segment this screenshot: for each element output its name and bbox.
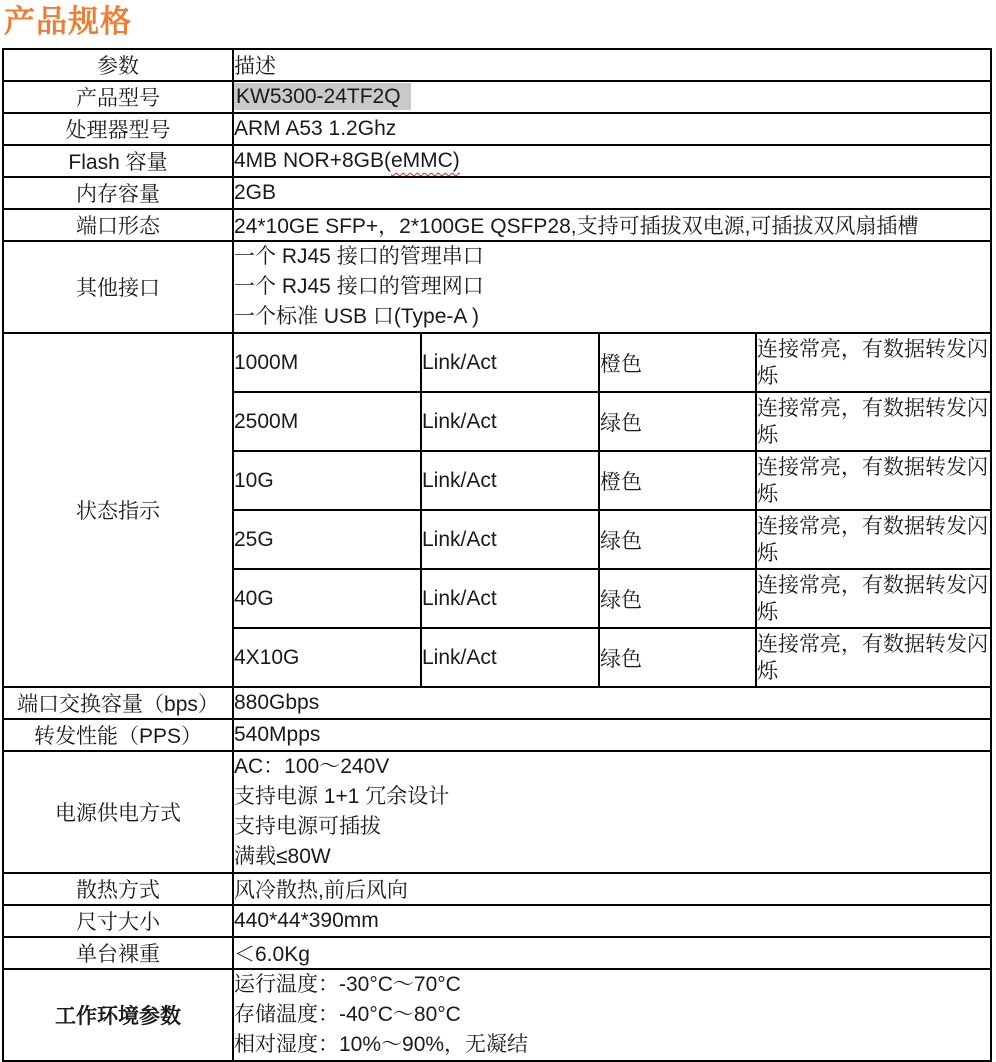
row-other-interfaces: [3, 241, 991, 333]
status-speed: 25G: [233, 510, 421, 569]
dimensions-label: 尺寸大小: [3, 905, 233, 937]
status-led-color: 绿色: [599, 510, 756, 569]
forwarding-value: 540Mpps: [233, 719, 991, 751]
cooling-label: 散热方式: [3, 873, 233, 905]
status-behavior: 连接常亮，有数据转发闪烁: [756, 392, 991, 451]
row-cpu-model: [3, 113, 991, 145]
status-speed: 10G: [233, 451, 421, 510]
port-form-label: 端口形态: [3, 209, 233, 241]
flash-label: Flash 容量: [3, 145, 233, 177]
power-line-1: AC：100～240V: [234, 755, 390, 778]
power-line-4: 满载≤80W: [234, 845, 331, 868]
port-form-value: 24*10GE SFP+，2*100GE QSFP28,支持可插拔双电源,可插拔双风扇插槽: [233, 209, 991, 241]
environment-line-3: 相对湿度：10%～90%，无凝结: [234, 1033, 529, 1056]
row-switch-capacity: [3, 687, 991, 719]
highlighted-model-text: KW5300-24TF2Q: [234, 83, 411, 110]
row-dimensions: [3, 905, 991, 937]
status-behavior: 连接常亮，有数据转发闪烁: [756, 510, 991, 569]
status-led-color: 绿色: [599, 569, 756, 628]
status-signal: Link/Act: [421, 569, 599, 628]
row-product-model: [3, 81, 991, 113]
cpu-value: ARM A53 1.2Ghz: [233, 113, 991, 145]
status-signal: Link/Act: [421, 333, 599, 392]
other-interfaces-line-2: 一个 RJ45 接口的管理网口: [234, 275, 484, 298]
weight-label: 单台裸重: [3, 937, 233, 969]
row-cooling: [3, 873, 991, 905]
other-interfaces-line-3: 一个标准 USB 口(Type-A ): [234, 305, 480, 328]
status-behavior: 连接常亮，有数据转发闪烁: [756, 451, 991, 510]
power-supply-value: [233, 751, 991, 873]
status-indicator-label: 状态指示: [3, 333, 233, 687]
flash-value: [233, 145, 991, 177]
header-param: 参数: [3, 49, 233, 81]
document-page: [0, 2, 996, 1056]
memory-value: 2GB: [233, 177, 991, 209]
other-interfaces-label: 其他接口: [3, 241, 233, 333]
status-speed: 2500M: [233, 392, 421, 451]
status-speed: 40G: [233, 569, 421, 628]
page-title: 产品规格: [4, 4, 132, 39]
status-behavior: 连接常亮，有数据转发闪烁: [756, 628, 991, 687]
status-led-color: 橙色: [599, 333, 756, 392]
status-led-color: 绿色: [599, 628, 756, 687]
flash-value-spellcheck: eMMC): [390, 149, 460, 172]
power-supply-label: 电源供电方式: [3, 751, 233, 873]
row-weight: [3, 937, 991, 969]
status-behavior: 连接常亮，有数据转发闪烁: [756, 569, 991, 628]
dimensions-value: 440*44*390mm: [233, 905, 991, 937]
switch-capacity-label: 端口交换容量（bps）: [3, 687, 233, 719]
status-speed: 4X10G: [233, 628, 421, 687]
row-power-supply: [3, 751, 991, 873]
flash-value-main: 4MB NOR+8GB(: [234, 149, 391, 172]
environment-line-2: 存储温度：-40°C～80°C: [234, 1003, 461, 1026]
environment-line-1: 运行温度：-30°C～70°C: [234, 973, 461, 996]
cpu-label: 处理器型号: [3, 113, 233, 145]
status-led-color: 绿色: [599, 392, 756, 451]
row-forwarding-performance: [3, 719, 991, 751]
power-line-3: 支持电源可插拔: [234, 815, 381, 838]
cooling-value: 风冷散热,前后风向: [233, 873, 991, 905]
status-signal: Link/Act: [421, 392, 599, 451]
status-signal: Link/Act: [421, 510, 599, 569]
other-interfaces-line-1: 一个 RJ45 接口的管理串口: [234, 245, 484, 268]
row-flash-capacity: [3, 145, 991, 177]
power-line-2: 支持电源 1+1 冗余设计: [234, 785, 450, 808]
status-led-color: 橙色: [599, 451, 756, 510]
row-port-form: [3, 209, 991, 241]
status-behavior: 连接常亮，有数据转发闪烁: [756, 333, 991, 392]
product-model-label: 产品型号: [3, 81, 233, 113]
environment-label: 工作环境参数: [3, 969, 233, 1061]
forwarding-label: 转发性能（PPS）: [3, 719, 233, 751]
spec-table: [2, 48, 992, 1062]
header-desc: 描述: [233, 49, 991, 81]
status-signal: Link/Act: [421, 451, 599, 510]
weight-value: ＜6.0Kg: [233, 937, 991, 969]
row-environment: [3, 969, 991, 1061]
row-memory-capacity: [3, 177, 991, 209]
status-signal: Link/Act: [421, 628, 599, 687]
row-status-1000m: [3, 333, 991, 392]
memory-label: 内存容量: [3, 177, 233, 209]
product-model-value: [233, 81, 991, 113]
environment-value: [233, 969, 991, 1061]
other-interfaces-value: [233, 241, 991, 333]
row-header: [3, 49, 991, 81]
switch-capacity-value: 880Gbps: [233, 687, 991, 719]
status-speed: 1000M: [233, 333, 421, 392]
